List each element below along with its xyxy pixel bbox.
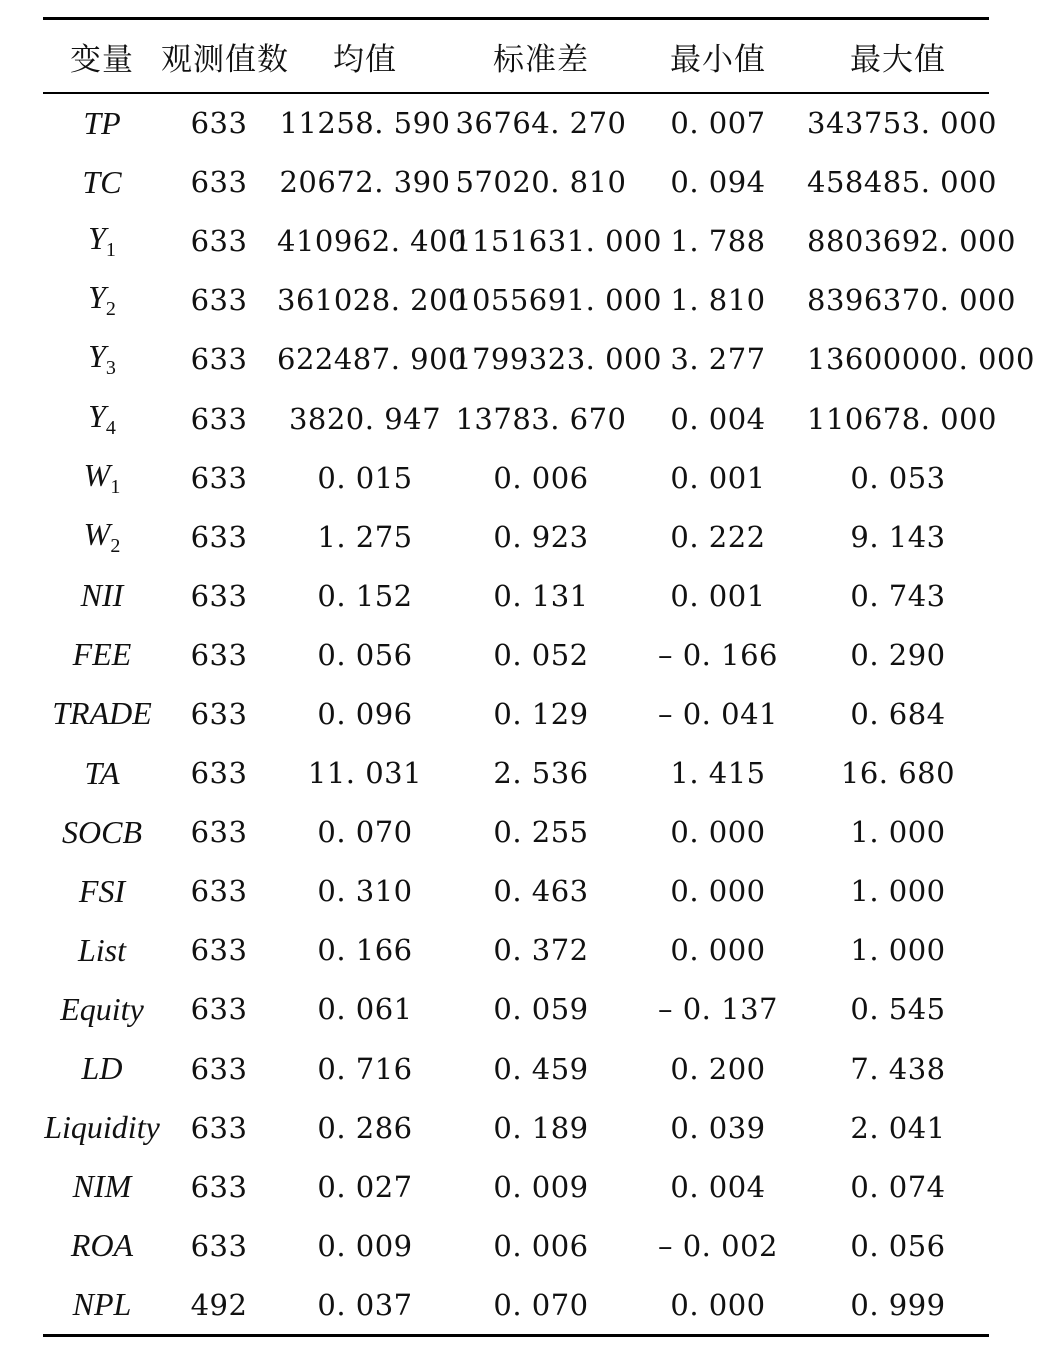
- variable-name: [43, 457, 161, 499]
- observations-cell: 633: [190, 756, 248, 791]
- mean-cell: 1. 275: [317, 519, 413, 554]
- min-cell: – 0. 137: [658, 992, 778, 1027]
- std-dev-cell: 0. 463: [493, 874, 589, 909]
- mean-cell: 0. 056: [317, 637, 413, 672]
- mean-cell: 3820. 947: [288, 401, 442, 436]
- std-dev-cell: 1151631. 000: [453, 224, 662, 259]
- header-max: 最大值: [850, 41, 946, 78]
- observations-cell: 633: [190, 1051, 248, 1086]
- std-dev-cell: 0. 006: [493, 460, 589, 495]
- variable-symbol: NPL: [72, 1286, 132, 1323]
- variable-symbol: NII: [80, 577, 124, 614]
- observations-cell: 492: [190, 1287, 248, 1322]
- max-cell: 8803692. 000: [807, 224, 1016, 259]
- observations-cell: 633: [190, 933, 248, 968]
- mean-cell: 0. 009: [317, 1228, 413, 1263]
- table-row: [43, 330, 1035, 389]
- variable-name: [43, 695, 161, 732]
- std-dev-cell: 2. 536: [493, 756, 589, 791]
- observations-cell: 633: [190, 1169, 248, 1204]
- table-row: [43, 566, 989, 625]
- std-dev-cell: 1799323. 000: [453, 342, 662, 377]
- max-cell: 110678. 000: [807, 401, 997, 436]
- variable-symbol: Liquidity: [44, 1109, 160, 1146]
- min-cell: 0. 094: [670, 165, 766, 200]
- observations-cell: 633: [190, 519, 248, 554]
- variable-name: [43, 991, 161, 1028]
- min-cell: 0. 001: [670, 578, 766, 613]
- std-dev-cell: 0. 052: [493, 637, 589, 672]
- table-row: [43, 862, 989, 921]
- header-variable: 变量: [70, 41, 134, 78]
- variable-symbol: Y: [88, 279, 106, 316]
- max-cell: 0. 684: [850, 696, 946, 731]
- variable-symbol: Y: [88, 220, 106, 257]
- std-dev-cell: 1055691. 000: [453, 283, 662, 318]
- max-cell: 0. 074: [850, 1169, 946, 1204]
- observations-cell: 633: [190, 1228, 248, 1263]
- mean-cell: 20672. 390: [279, 165, 451, 200]
- observations-cell: 633: [190, 165, 248, 200]
- table-row: [43, 94, 997, 153]
- variable-symbol: ROA: [70, 1227, 134, 1264]
- min-cell: 3. 277: [670, 342, 766, 377]
- std-dev-cell: 0. 059: [493, 992, 589, 1027]
- min-cell: 0. 000: [670, 815, 766, 850]
- table-header: [43, 20, 989, 92]
- max-cell: 343753. 000: [807, 106, 997, 141]
- table-row: [43, 153, 997, 212]
- mean-cell: 0. 310: [317, 874, 413, 909]
- table-row: [43, 980, 989, 1039]
- observations-cell: 633: [190, 874, 248, 909]
- variable-symbol: List: [77, 931, 127, 968]
- variable-name: [43, 577, 161, 614]
- header-mean: 均值: [333, 41, 397, 78]
- min-cell: 1. 788: [670, 224, 766, 259]
- mean-cell: 11258. 590: [279, 106, 451, 141]
- std-dev-cell: 0. 255: [493, 815, 589, 850]
- min-cell: 0. 001: [670, 460, 766, 495]
- variable-subscript: 2: [105, 298, 116, 321]
- table-row: [43, 803, 989, 862]
- variable-name: [43, 105, 161, 142]
- max-cell: 13600000. 000: [807, 342, 1035, 377]
- variable-subscript: 1: [110, 475, 121, 498]
- min-cell: 0. 039: [670, 1110, 766, 1145]
- min-cell: – 0. 041: [658, 696, 778, 731]
- variable-subscript: 4: [105, 416, 116, 439]
- max-cell: 0. 743: [850, 578, 946, 613]
- min-cell: 0. 000: [670, 1287, 766, 1322]
- min-cell: 0. 200: [670, 1051, 766, 1086]
- min-cell: – 0. 166: [658, 637, 778, 672]
- min-cell: 0. 222: [670, 519, 766, 554]
- mean-cell: 0. 096: [317, 696, 413, 731]
- variable-name: [43, 1050, 161, 1087]
- mean-cell: 0. 027: [317, 1169, 413, 1204]
- observations-cell: 633: [190, 815, 248, 850]
- variable-name: [43, 755, 161, 792]
- variable-name: [43, 1286, 161, 1323]
- max-cell: 0. 056: [850, 1228, 946, 1263]
- min-cell: 0. 007: [670, 106, 766, 141]
- min-cell: 0. 004: [670, 401, 766, 436]
- variable-subscript: 2: [110, 534, 121, 557]
- mean-cell: 410962. 400: [277, 224, 467, 259]
- variable-symbol: TA: [84, 754, 120, 791]
- max-cell: 0. 999: [850, 1287, 946, 1322]
- bottom-rule: [43, 1334, 989, 1337]
- observations-cell: 633: [190, 342, 248, 377]
- observations-cell: 633: [190, 401, 248, 436]
- variable-symbol: Equity: [60, 990, 144, 1027]
- table-row: [43, 389, 997, 448]
- descriptive-statistics-table: [43, 17, 1035, 1337]
- std-dev-cell: 0. 070: [493, 1287, 589, 1322]
- table-row: [43, 1039, 989, 1098]
- variable-symbol: LD: [81, 1050, 123, 1087]
- table-row: [43, 625, 989, 684]
- variable-name: [43, 164, 161, 201]
- variable-symbol: TRADE: [52, 695, 152, 732]
- table-row: [43, 1157, 989, 1216]
- variable-name: [43, 398, 161, 440]
- min-cell: 1. 810: [670, 283, 766, 318]
- max-cell: 8396370. 000: [807, 283, 1016, 318]
- max-cell: 0. 545: [850, 992, 946, 1027]
- variable-symbol: NIM: [72, 1168, 132, 1205]
- variable-symbol: SOCB: [62, 813, 142, 850]
- std-dev-cell: 57020. 810: [455, 165, 627, 200]
- observations-cell: 633: [190, 637, 248, 672]
- header-std-dev: 标准差: [493, 41, 589, 78]
- observations-cell: 633: [190, 106, 248, 141]
- variable-symbol: FSI: [78, 872, 126, 909]
- min-cell: 0. 000: [670, 933, 766, 968]
- table-row: [43, 744, 989, 803]
- min-cell: – 0. 002: [658, 1228, 778, 1263]
- mean-cell: 0. 061: [317, 992, 413, 1027]
- observations-cell: 633: [190, 578, 248, 613]
- std-dev-cell: 0. 006: [493, 1228, 589, 1263]
- table-row: [43, 1216, 989, 1275]
- std-dev-cell: 0. 189: [493, 1110, 589, 1145]
- mean-cell: 0. 166: [317, 933, 413, 968]
- max-cell: 16. 680: [840, 756, 956, 791]
- max-cell: 458485. 000: [807, 165, 997, 200]
- variable-symbol: TC: [82, 163, 122, 200]
- std-dev-cell: 0. 009: [493, 1169, 589, 1204]
- min-cell: 1. 415: [670, 756, 766, 791]
- observations-cell: 633: [190, 696, 248, 731]
- variable-name: [43, 814, 161, 851]
- variable-symbol: W: [83, 515, 111, 552]
- variable-name: [43, 220, 161, 262]
- variable-name: [43, 279, 161, 321]
- mean-cell: 11. 031: [307, 756, 423, 791]
- observations-cell: 633: [190, 224, 248, 259]
- variable-symbol: W: [83, 456, 111, 493]
- max-cell: 7. 438: [850, 1051, 946, 1086]
- observations-cell: 633: [190, 283, 248, 318]
- max-cell: 1. 000: [850, 815, 946, 850]
- table-row: [43, 507, 989, 566]
- table-row: [43, 1275, 989, 1334]
- variable-subscript: 3: [105, 357, 116, 380]
- std-dev-cell: 0. 129: [493, 696, 589, 731]
- observations-cell: 633: [190, 1110, 248, 1145]
- table-row: [43, 448, 989, 507]
- table-row: [43, 921, 989, 980]
- mean-cell: 622487. 900: [277, 342, 467, 377]
- mean-cell: 0. 070: [317, 815, 413, 850]
- variable-name: [43, 338, 161, 380]
- table-body: [43, 94, 1035, 1335]
- max-cell: 1. 000: [850, 933, 946, 968]
- variable-symbol: Y: [88, 338, 106, 375]
- mean-cell: 0. 015: [317, 460, 413, 495]
- max-cell: 2. 041: [850, 1110, 946, 1145]
- std-dev-cell: 0. 372: [493, 933, 589, 968]
- max-cell: 1. 000: [850, 874, 946, 909]
- mean-cell: 0. 716: [317, 1051, 413, 1086]
- min-cell: 0. 000: [670, 874, 766, 909]
- table-row: [43, 271, 1016, 330]
- variable-name: [43, 873, 161, 910]
- header-min: 最小值: [670, 41, 766, 78]
- std-dev-cell: 36764. 270: [455, 106, 627, 141]
- mean-cell: 361028. 200: [277, 283, 467, 318]
- variable-name: [43, 636, 161, 673]
- max-cell: 0. 290: [850, 637, 946, 672]
- variable-name: [43, 1109, 161, 1146]
- variable-symbol: TP: [83, 104, 121, 141]
- max-cell: 9. 143: [850, 519, 946, 554]
- table-row: [43, 1098, 989, 1157]
- min-cell: 0. 004: [670, 1169, 766, 1204]
- std-dev-cell: 0. 923: [493, 519, 589, 554]
- variable-subscript: 1: [105, 239, 116, 262]
- variable-symbol: Y: [88, 397, 106, 434]
- header-observations: 观测值数: [161, 41, 289, 78]
- std-dev-cell: 0. 459: [493, 1051, 589, 1086]
- variable-name: [43, 1227, 161, 1264]
- variable-name: [43, 516, 161, 558]
- variable-name: [43, 932, 161, 969]
- variable-name: [43, 1168, 161, 1205]
- observations-cell: 633: [190, 992, 248, 1027]
- mean-cell: 0. 152: [317, 578, 413, 613]
- observations-cell: 633: [190, 460, 248, 495]
- max-cell: 0. 053: [850, 460, 946, 495]
- std-dev-cell: 13783. 670: [455, 401, 627, 436]
- table-row: [43, 684, 989, 743]
- std-dev-cell: 0. 131: [493, 578, 589, 613]
- mean-cell: 0. 037: [317, 1287, 413, 1322]
- mean-cell: 0. 286: [317, 1110, 413, 1145]
- table-row: [43, 212, 1016, 271]
- variable-symbol: FEE: [72, 636, 132, 673]
